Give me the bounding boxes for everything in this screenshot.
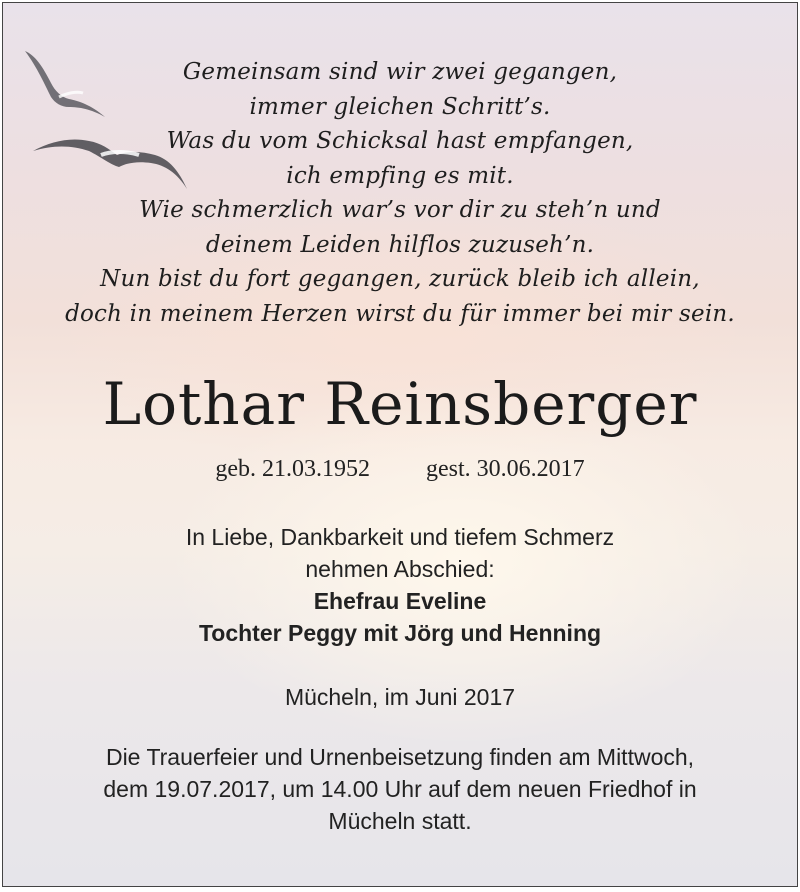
poem-line: Nun bist du fort gegangen, zurück bleib ich allein, xyxy=(100,266,700,292)
poem-line: ich empfing es mit. xyxy=(286,162,514,189)
place-date: Mücheln, im Juni 2017 xyxy=(284,684,516,710)
poem-line: Gemeinsam sind wir zwei gegangen, xyxy=(182,59,618,85)
poem-line: Wie schmerzlich war’s vor dir zu steh’n und xyxy=(139,197,661,223)
mourners-intro: nehmen Abschied: xyxy=(305,556,495,582)
mourner-name: Tochter Peggy mit Jörg und Henning xyxy=(198,620,602,646)
poem-line: Was du vom Schicksal hast empfangen, xyxy=(166,128,634,154)
funeral-notice xyxy=(3,741,797,837)
funeral-line: Die Trauerfeier und Urnenbeisetzung finden am Mittwoch, xyxy=(105,744,695,770)
mourners-intro: In Liebe, Dankbarkeit und tiefem Schmerz xyxy=(185,524,615,550)
poem-line: deinem Leiden hilflos zuzuseh’n. xyxy=(205,231,595,258)
mourners-block xyxy=(3,521,797,649)
poem-line: doch in meinem Herzen wirst du für immer bei mir sein. xyxy=(65,300,735,327)
funeral-line: dem 19.07.2017, um 14.00 Uhr auf dem neuen Friedhof in xyxy=(103,776,697,802)
funeral-line: Mücheln statt. xyxy=(328,808,472,834)
deceased-name: Lothar Reinsberger xyxy=(102,370,698,438)
death-date: gest. 30.06.2017 xyxy=(425,456,585,482)
poem-line: immer gleichen Schritt’s. xyxy=(249,93,551,120)
life-dates xyxy=(3,455,797,483)
obituary-card xyxy=(3,3,797,886)
poem xyxy=(3,55,797,331)
mourner-name: Ehefrau Eveline xyxy=(313,588,487,614)
birth-date: geb. 21.03.1952 xyxy=(215,456,370,482)
